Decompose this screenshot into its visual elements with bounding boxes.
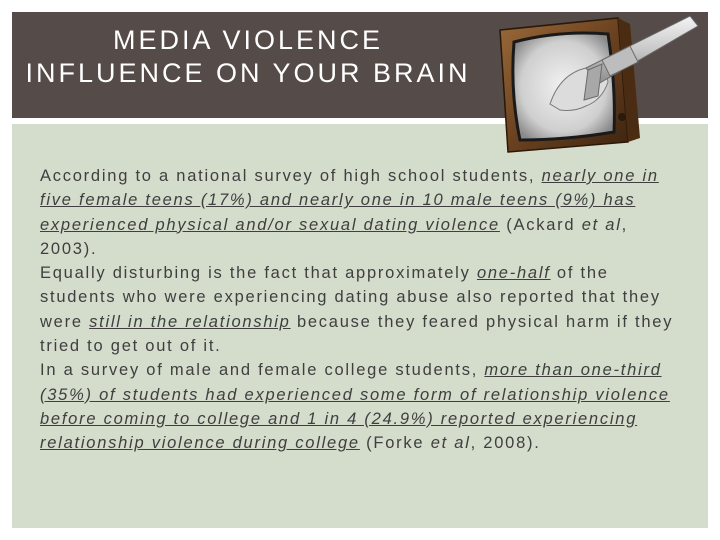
underlined-text: nearly one in five female teens (17%) and nearly one in 10 male teens (9%) has experienced physical and/or sexual dating violence bbox=[40, 167, 659, 234]
paragraph-2 bbox=[40, 261, 690, 358]
title-line-2: INFLUENCE ON YOUR BRAIN bbox=[25, 58, 471, 88]
tv-knob bbox=[618, 113, 626, 121]
text-segment: of the students who were experiencing dating abuse also reported that they were bbox=[40, 264, 661, 331]
body-text bbox=[40, 164, 690, 456]
paragraph-3 bbox=[40, 358, 690, 455]
text-segment: (Ackard bbox=[499, 215, 582, 234]
paragraph-1 bbox=[40, 164, 690, 261]
text-segment: , 2003). bbox=[40, 215, 628, 258]
underlined-text: still in the relationship bbox=[89, 312, 291, 331]
italic-text: et al bbox=[430, 434, 471, 453]
text-segment: , 2008). bbox=[470, 434, 541, 453]
italic-text: et al bbox=[581, 215, 622, 234]
underlined-text: one-half bbox=[476, 264, 551, 283]
title-line-1: MEDIA VIOLENCE bbox=[112, 25, 384, 55]
text-segment: because they feared physical harm if they tried to get out of it. bbox=[40, 312, 674, 356]
text-segment: (Forke bbox=[359, 434, 431, 453]
text-segment: Equally disturbing is the fact that approximately bbox=[40, 264, 477, 283]
underlined-text: more than one-third (35%) of students had experienced some form of relationship violence before coming to college and 1 in 4 (24.9%) reported experiencing relationship violence during college bbox=[40, 361, 670, 453]
text-segment: According to a national survey of high school students, bbox=[40, 167, 542, 185]
tv-gun-image bbox=[490, 12, 702, 157]
slide-title bbox=[18, 24, 478, 90]
text-segment: In a survey of male and female college students, bbox=[40, 361, 485, 380]
content-area bbox=[12, 124, 708, 528]
